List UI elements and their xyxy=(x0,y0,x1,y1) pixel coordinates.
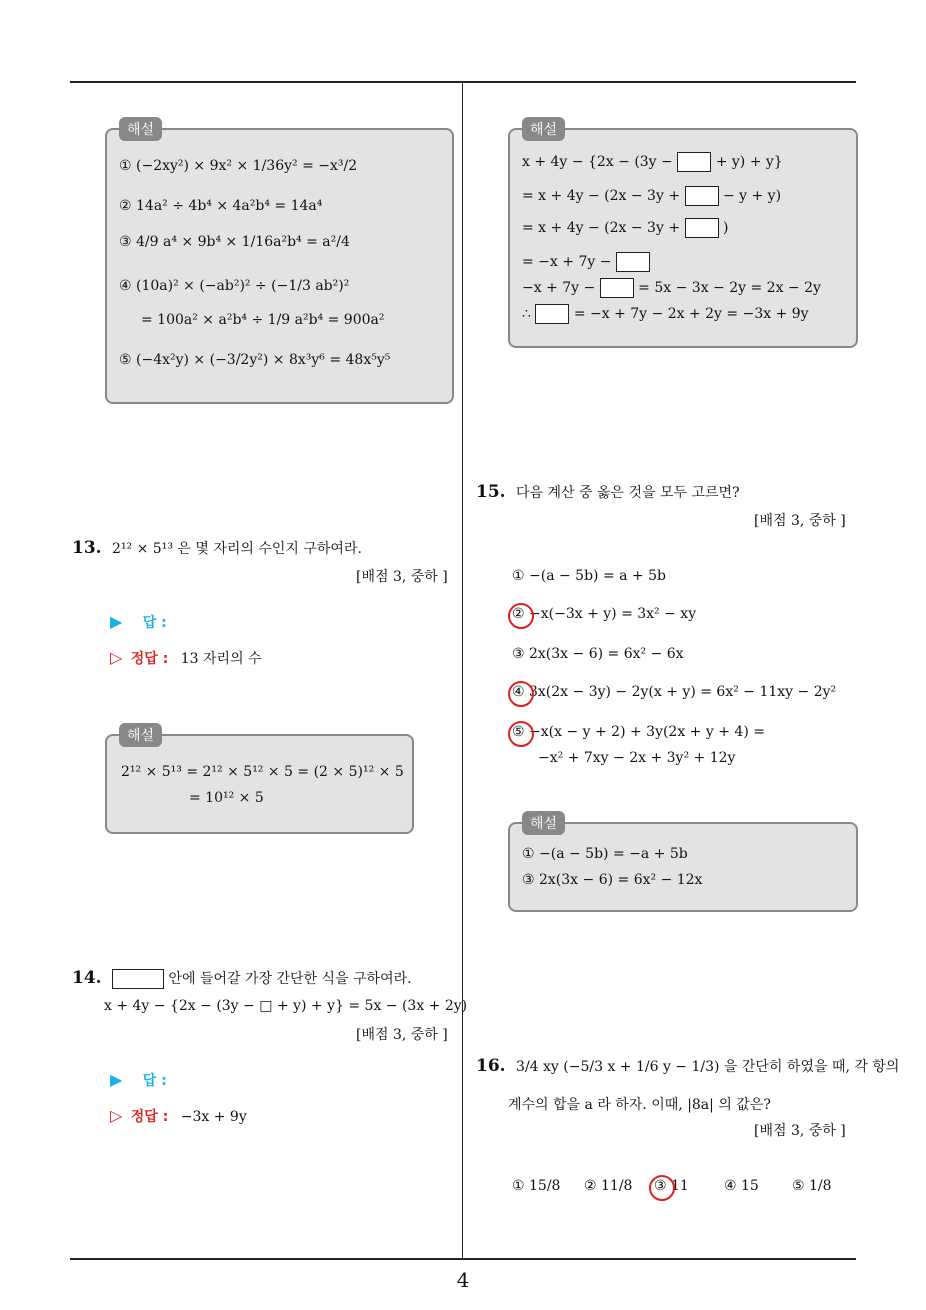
question-meta: [배점 3, 중하 ] xyxy=(356,1027,448,1043)
option-1: ① −(a − 5b) = a + 5b xyxy=(512,568,666,584)
solution-line xyxy=(522,278,821,298)
question-meta: [배점 3, 중하 ] xyxy=(754,1123,846,1139)
solution-box-12 xyxy=(105,122,454,404)
solution-line: ① −(a − 5b) = −a + 5b xyxy=(522,846,688,862)
solution-tag: 해설 xyxy=(119,117,162,141)
solution-text: = x + 4y − (2x − 3y + xyxy=(522,188,681,204)
solution-line: ④ (10a)² × (−ab²)² ÷ (−1/3 ab²)² xyxy=(119,278,350,294)
answer-row xyxy=(110,612,167,632)
solution-line xyxy=(522,252,650,272)
solution-text: x + 4y − {2x − (3y − xyxy=(522,154,673,170)
question-equation: x + 4y − {2x − (3y − □ + y) + y} = 5x − (3x + 2y) xyxy=(104,998,468,1014)
answer-arrow-icon: ▶ xyxy=(110,1070,123,1089)
solution-line: = 10¹² × 5 xyxy=(189,790,264,806)
column-divider xyxy=(462,82,463,1260)
solution-text: = x + 4y − (2x − 3y + xyxy=(522,220,681,236)
solution-text: + y) + y} xyxy=(715,154,783,170)
question-13 xyxy=(72,538,362,558)
correct-arrow-icon: ▷ xyxy=(110,1106,123,1125)
option-2: ② −x(−3x + y) = 3x² − xy xyxy=(512,606,697,622)
selected-circle-icon xyxy=(508,681,534,707)
option-1: ① 15/8 xyxy=(512,1178,561,1194)
answer-blank-box xyxy=(112,969,164,989)
top-rule xyxy=(70,81,856,83)
selected-circle-icon xyxy=(508,603,534,629)
solution-tag: 해설 xyxy=(522,117,565,141)
correct-value: −3x + 9y xyxy=(180,1109,247,1125)
question-text: 3/4 xy (−5/3 x + 1/6 y − 1/3) 을 간단히 하였을 때, 각 항의 xyxy=(516,1059,900,1075)
correct-label: 정답 : xyxy=(130,651,169,667)
solution-text: = 5x − 3x − 2y = 2x − 2y xyxy=(638,280,821,296)
option-4: ④ 3x(2x − 3y) − 2y(x + y) = 6x² − 11xy − 2y² xyxy=(512,684,837,700)
solution-text: − y + y) xyxy=(722,188,782,204)
question-number: 13. xyxy=(72,538,102,558)
answer-row xyxy=(110,1070,167,1090)
solution-text: ∴ xyxy=(522,306,531,322)
solution-line: = 100a² × a²b⁴ ÷ 1/9 a²b⁴ = 900a² xyxy=(141,312,385,328)
option-5: ⑤ −x(x − y + 2) + 3y(2x + y + 4) = xyxy=(512,724,765,740)
solution-text: −x + 7y − xyxy=(522,280,596,296)
question-text-2: 계수의 합을 a 라 하자. 이때, |8a| 의 값은? xyxy=(508,1097,771,1113)
question-16 xyxy=(476,1056,899,1076)
option-4: ④ 15 xyxy=(724,1178,759,1194)
option-3: ③ 2x(3x − 6) = 6x² − 6x xyxy=(512,646,684,662)
question-14 xyxy=(72,968,412,989)
question-text: 다음 계산 중 옳은 것을 모두 고르면? xyxy=(516,485,740,501)
selected-circle-icon xyxy=(649,1175,675,1201)
bottom-rule xyxy=(70,1258,856,1260)
blank-box xyxy=(600,278,634,298)
blank-box xyxy=(685,218,719,238)
blank-box xyxy=(677,152,711,172)
blank-box xyxy=(535,304,569,324)
solution-line: ⑤ (−4x²y) × (−3/2y²) × 8x³y⁶ = 48x⁵y⁵ xyxy=(119,352,391,368)
solution-line: ③ 4/9 a⁴ × 9b⁴ × 1/16a²b⁴ = a²/4 xyxy=(119,234,350,250)
solution-line xyxy=(522,218,728,238)
page-number: 4 xyxy=(456,1268,470,1292)
question-number: 15. xyxy=(476,482,506,502)
solution-tag: 해설 xyxy=(119,723,162,747)
solution-text: = −x + 7y − 2x + 2y = −3x + 9y xyxy=(573,306,809,322)
question-text: 2¹² × 5¹³ 은 몇 자리의 수인지 구하여라. xyxy=(112,541,362,557)
answer-label: 답 : xyxy=(142,1073,167,1089)
solution-box-13 xyxy=(105,728,414,834)
solution-line xyxy=(522,152,783,172)
solution-line: ③ 2x(3x − 6) = 6x² − 12x xyxy=(522,872,703,888)
blank-box xyxy=(685,186,719,206)
question-text: 안에 들어갈 가장 간단한 식을 구하여라. xyxy=(168,971,412,987)
solution-text: ) xyxy=(722,220,729,236)
answer-label: 답 : xyxy=(142,615,167,631)
question-number: 14. xyxy=(72,968,102,988)
solution-line xyxy=(522,304,809,324)
solution-line xyxy=(522,186,781,206)
solution-box-15 xyxy=(508,816,858,912)
option-2: ② 11/8 xyxy=(584,1178,633,1194)
option-5-continued: −x² + 7xy − 2x + 3y² + 12y xyxy=(538,750,736,766)
solution-tag: 해설 xyxy=(522,811,565,835)
question-number: 16. xyxy=(476,1056,506,1076)
blank-box xyxy=(616,252,650,272)
solution-line: ② 14a² ÷ 4b⁴ × 4a²b⁴ = 14a⁴ xyxy=(119,198,323,214)
solution-line: ① (−2xy²) × 9x² × 1/36y² = −x³/2 xyxy=(119,158,358,174)
option-3: ③ 11 xyxy=(654,1178,689,1194)
correct-answer-row xyxy=(110,648,262,668)
selected-circle-icon xyxy=(508,721,534,747)
correct-arrow-icon: ▷ xyxy=(110,648,123,667)
solution-line: 2¹² × 5¹³ = 2¹² × 5¹² × 5 = (2 × 5)¹² × 5 xyxy=(121,764,404,780)
solution-text: = −x + 7y − xyxy=(522,254,612,270)
answer-arrow-icon: ▶ xyxy=(110,612,123,631)
question-15 xyxy=(476,482,740,502)
question-meta: [배점 3, 중하 ] xyxy=(356,569,448,585)
question-meta: [배점 3, 중하 ] xyxy=(754,513,846,529)
correct-answer-row xyxy=(110,1106,247,1126)
option-5: ⑤ 1/8 xyxy=(792,1178,832,1194)
solution-box-14 xyxy=(508,122,858,348)
correct-label: 정답 : xyxy=(130,1109,169,1125)
correct-value: 13 자리의 수 xyxy=(180,651,262,667)
